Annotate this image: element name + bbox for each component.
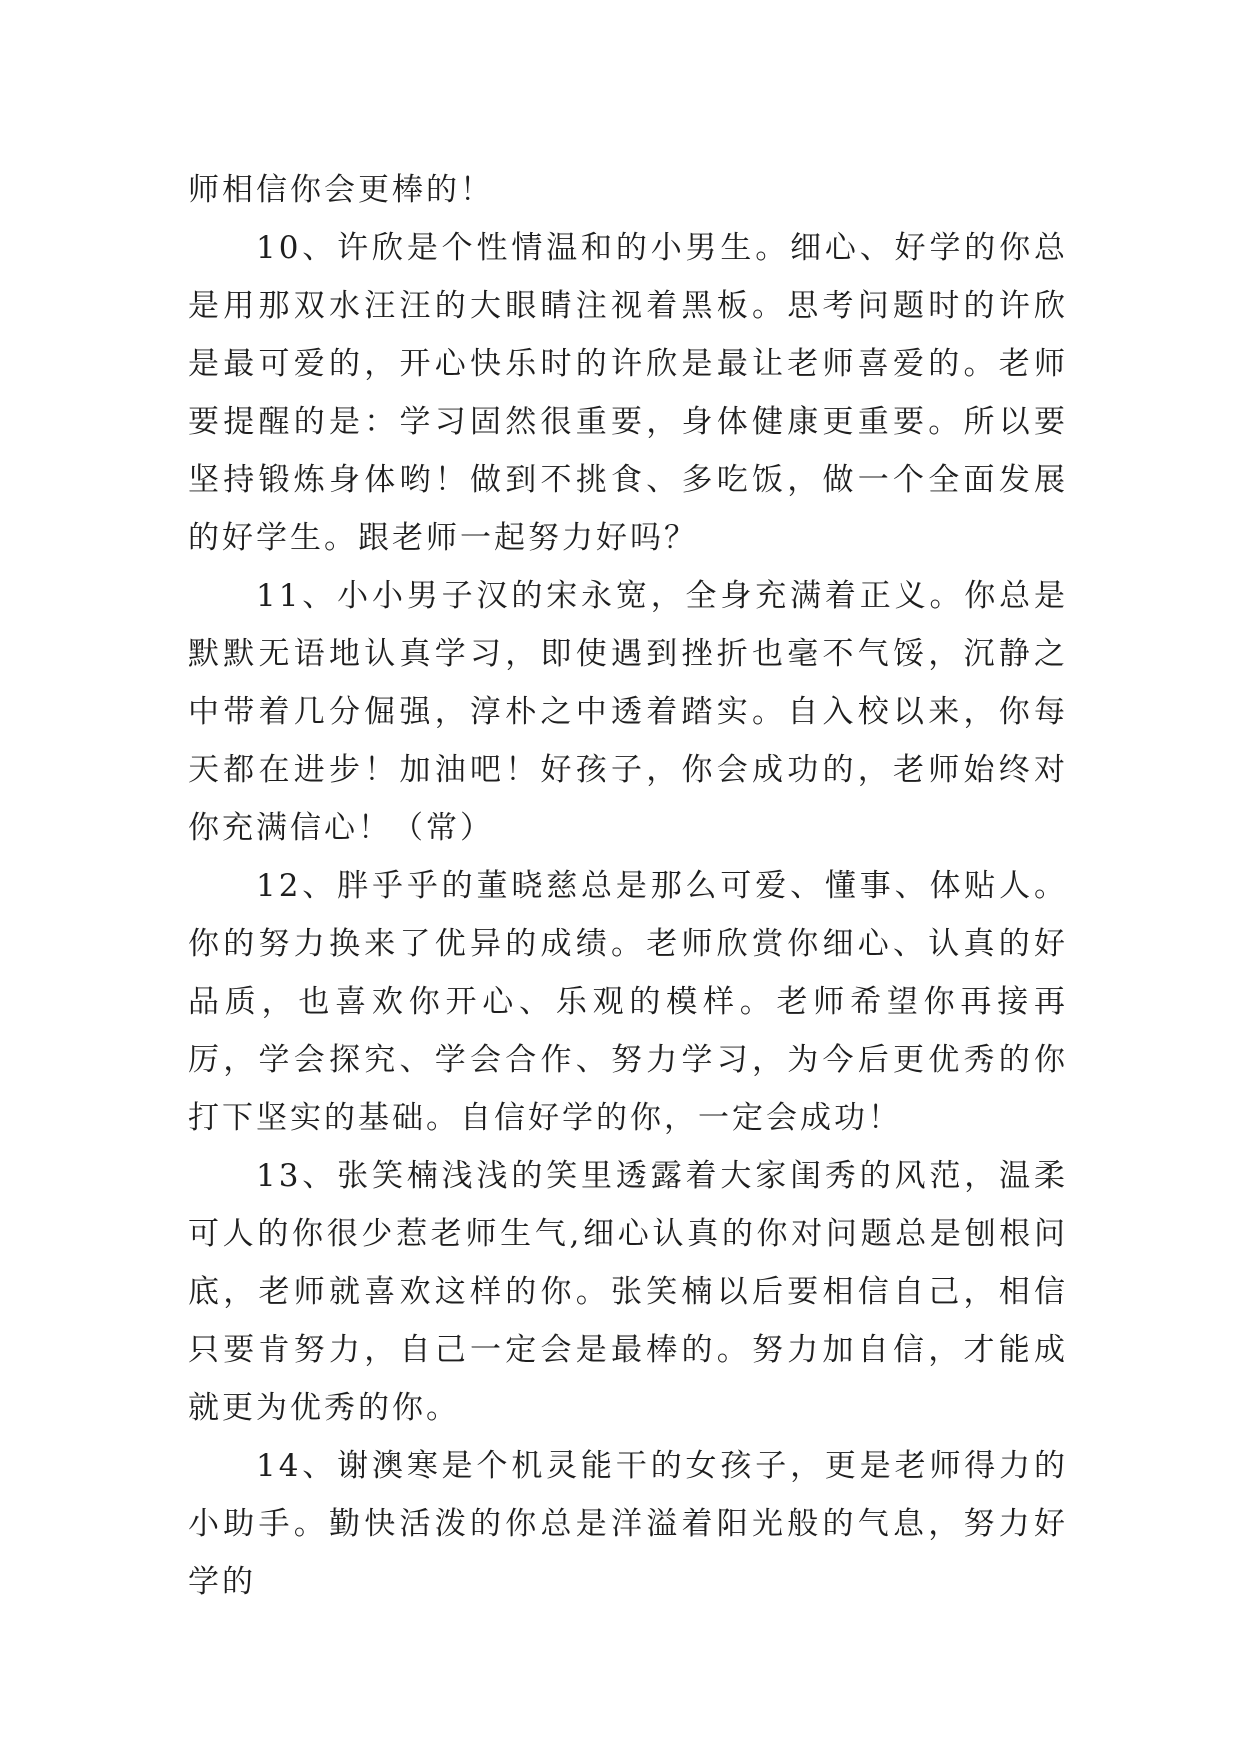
paragraph-comment-14: 14、谢澳寒是个机灵能干的女孩子，更是老师得力的小助手。勤快活泼的你总是洋溢着阳光般的气息，努力好学的 [188, 1448, 1068, 1600]
document-body [188, 161, 1068, 1611]
paragraph-comment-13: 13、张笑楠浅浅的笑里透露着大家闺秀的风范，温柔可人的你很少惹老师生气,细心认真的你对问题总是刨根问底，老师就喜欢这样的你。张笑楠以后要相信自己，相信只要肯努力，自己一定会是最棒的。努力加自信，才能成就更为优秀的你。 [188, 1158, 1068, 1426]
paragraph-comment-11: 11、小小男子汉的宋永宽，全身充满着正义。你总是默默无语地认真学习，即使遇到挫折也毫不气馁，沉静之中带着几分倔强，淳朴之中透着踏实。自入校以来，你每天都在进步！加油吧！好孩子，你会成功的，老师始终对你充满信心！（常） [188, 578, 1068, 846]
paragraph-comment-10: 10、许欣是个性情温和的小男生。细心、好学的你总是用那双水汪汪的大眼睛注视着黑板。思考问题时的许欣是最可爱的，开心快乐时的许欣是最让老师喜爱的。老师要提醒的是：学习固然很重要，身体健康更重要。所以要坚持锻炼身体哟！做到不挑食、多吃饭，做一个全面发展的好学生。跟老师一起努力好吗？ [188, 230, 1068, 556]
paragraph-comment-12: 12、胖乎乎的董晓慈总是那么可爱、懂事、体贴人。你的努力换来了优异的成绩。老师欣赏你细心、认真的好品质，也喜欢你开心、乐观的模样。老师希望你再接再厉，学会探究、学会合作、努力学习，为今后更优秀的你打下坚实的基础。自信好学的你，一定会成功！ [188, 868, 1068, 1136]
paragraph-continuation: 师相信你会更棒的！ [188, 172, 494, 208]
